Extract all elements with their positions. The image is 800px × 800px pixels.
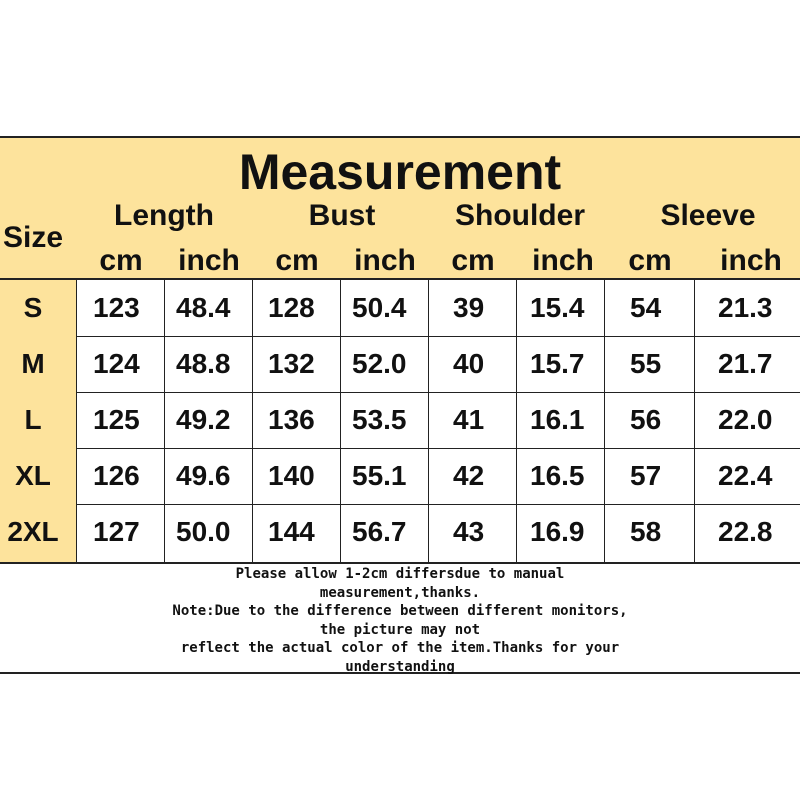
- sleeve-inch-cell: 21.7: [718, 348, 773, 379]
- grid-line: [76, 336, 800, 337]
- bust-inch-cell: 50.4: [352, 292, 407, 323]
- unit-header-length-inch: inch: [178, 244, 240, 277]
- unit-header-sleeve-inch: inch: [720, 244, 782, 277]
- bust-cm-cell: 140: [268, 460, 315, 491]
- grid-line: [164, 280, 165, 562]
- sleeve-inch-cell: 22.8: [718, 516, 773, 547]
- grid-line: [76, 448, 800, 449]
- length-inch-cell: 49.2: [176, 404, 231, 435]
- sleeve-cm-cell: 56: [630, 404, 662, 435]
- grid-line: [76, 504, 800, 505]
- sleeve-inch-cell: 22.0: [718, 404, 773, 435]
- length-cm-cell: 125: [93, 404, 140, 435]
- table-row-s: [0, 280, 800, 336]
- length-inch-cell: 50.0: [176, 516, 231, 547]
- bust-cm-cell: 144: [268, 516, 315, 547]
- table-row-m: [0, 336, 800, 392]
- length-inch-cell: 48.8: [176, 348, 231, 379]
- note-line: measurement,thanks.: [319, 584, 481, 601]
- bust-cm-cell: 136: [268, 404, 315, 435]
- size-column-header: Size: [2, 221, 64, 254]
- size-cell: M: [21, 348, 45, 379]
- size-chart: [0, 136, 800, 562]
- bust-inch-cell: 55.1: [352, 460, 407, 491]
- table-row-2xl: [0, 504, 800, 560]
- shoulder-inch-cell: 16.1: [530, 404, 585, 435]
- shoulder-cm-cell: 39: [453, 292, 485, 323]
- sleeve-inch-cell: 22.4: [718, 460, 773, 491]
- disclaimer-note: [0, 562, 800, 674]
- sleeve-cm-cell: 55: [630, 348, 662, 379]
- table-body: [0, 280, 800, 562]
- size-cell: L: [24, 404, 42, 435]
- grid-line: [516, 280, 517, 562]
- size-cell: 2XL: [7, 516, 59, 547]
- grid-line: [340, 280, 341, 562]
- length-cm-cell: 127: [93, 516, 140, 547]
- grid-line: [428, 280, 429, 562]
- sleeve-inch-cell: 21.3: [718, 292, 773, 323]
- table-header: [0, 136, 800, 280]
- shoulder-inch-cell: 15.4: [530, 292, 585, 323]
- grid-line: [252, 280, 253, 562]
- shoulder-cm-cell: 43: [453, 516, 485, 547]
- length-cm-cell: 126: [93, 460, 140, 491]
- unit-header-bust-inch: inch: [354, 244, 416, 277]
- unit-header-shoulder-inch: inch: [532, 244, 594, 277]
- group-header-length: Length: [114, 199, 214, 232]
- table-row-xl: [0, 448, 800, 504]
- length-cm-cell: 124: [93, 348, 140, 379]
- unit-header-sleeve-cm: cm: [628, 244, 672, 277]
- unit-header-bust-cm: cm: [275, 244, 319, 277]
- chart-title: Measurement: [238, 144, 562, 200]
- note-line: Please allow 1-2cm differsdue to manual: [235, 566, 565, 582]
- shoulder-cm-cell: 41: [453, 404, 485, 435]
- note-line: reflect the actual color of the item.Thanks for your: [180, 640, 620, 657]
- shoulder-cm-cell: 42: [453, 460, 485, 491]
- note-line: Note:Due to the difference between different monitors,: [172, 603, 628, 620]
- bust-cm-cell: 132: [268, 348, 315, 379]
- shoulder-inch-cell: 16.5: [530, 460, 585, 491]
- grid-line: [604, 280, 605, 562]
- shoulder-inch-cell: 16.9: [530, 516, 585, 547]
- unit-header-length-cm: cm: [99, 244, 143, 277]
- length-inch-cell: 49.6: [176, 460, 231, 491]
- length-cm-cell: 123: [93, 292, 140, 323]
- bust-inch-cell: 53.5: [352, 404, 407, 435]
- length-inch-cell: 48.4: [176, 292, 231, 323]
- unit-header-shoulder-cm: cm: [451, 244, 495, 277]
- sleeve-cm-cell: 58: [630, 516, 662, 547]
- group-header-shoulder: Shoulder: [454, 199, 585, 232]
- size-cell: S: [23, 292, 43, 323]
- shoulder-cm-cell: 40: [453, 348, 485, 379]
- bust-cm-cell: 128: [268, 292, 315, 323]
- grid-line: [694, 280, 695, 562]
- group-header-bust: Bust: [308, 199, 376, 232]
- note-line: understanding: [345, 658, 455, 675]
- bust-inch-cell: 56.7: [352, 516, 407, 547]
- grid-line: [76, 280, 77, 562]
- sleeve-cm-cell: 54: [630, 292, 662, 323]
- size-cell: XL: [15, 460, 51, 491]
- shoulder-inch-cell: 15.7: [530, 348, 585, 379]
- grid-line: [76, 392, 800, 393]
- sleeve-cm-cell: 57: [630, 460, 662, 491]
- bust-inch-cell: 52.0: [352, 348, 407, 379]
- note-line: the picture may not: [319, 621, 481, 638]
- table-row-l: [0, 392, 800, 448]
- group-header-sleeve: Sleeve: [660, 199, 756, 232]
